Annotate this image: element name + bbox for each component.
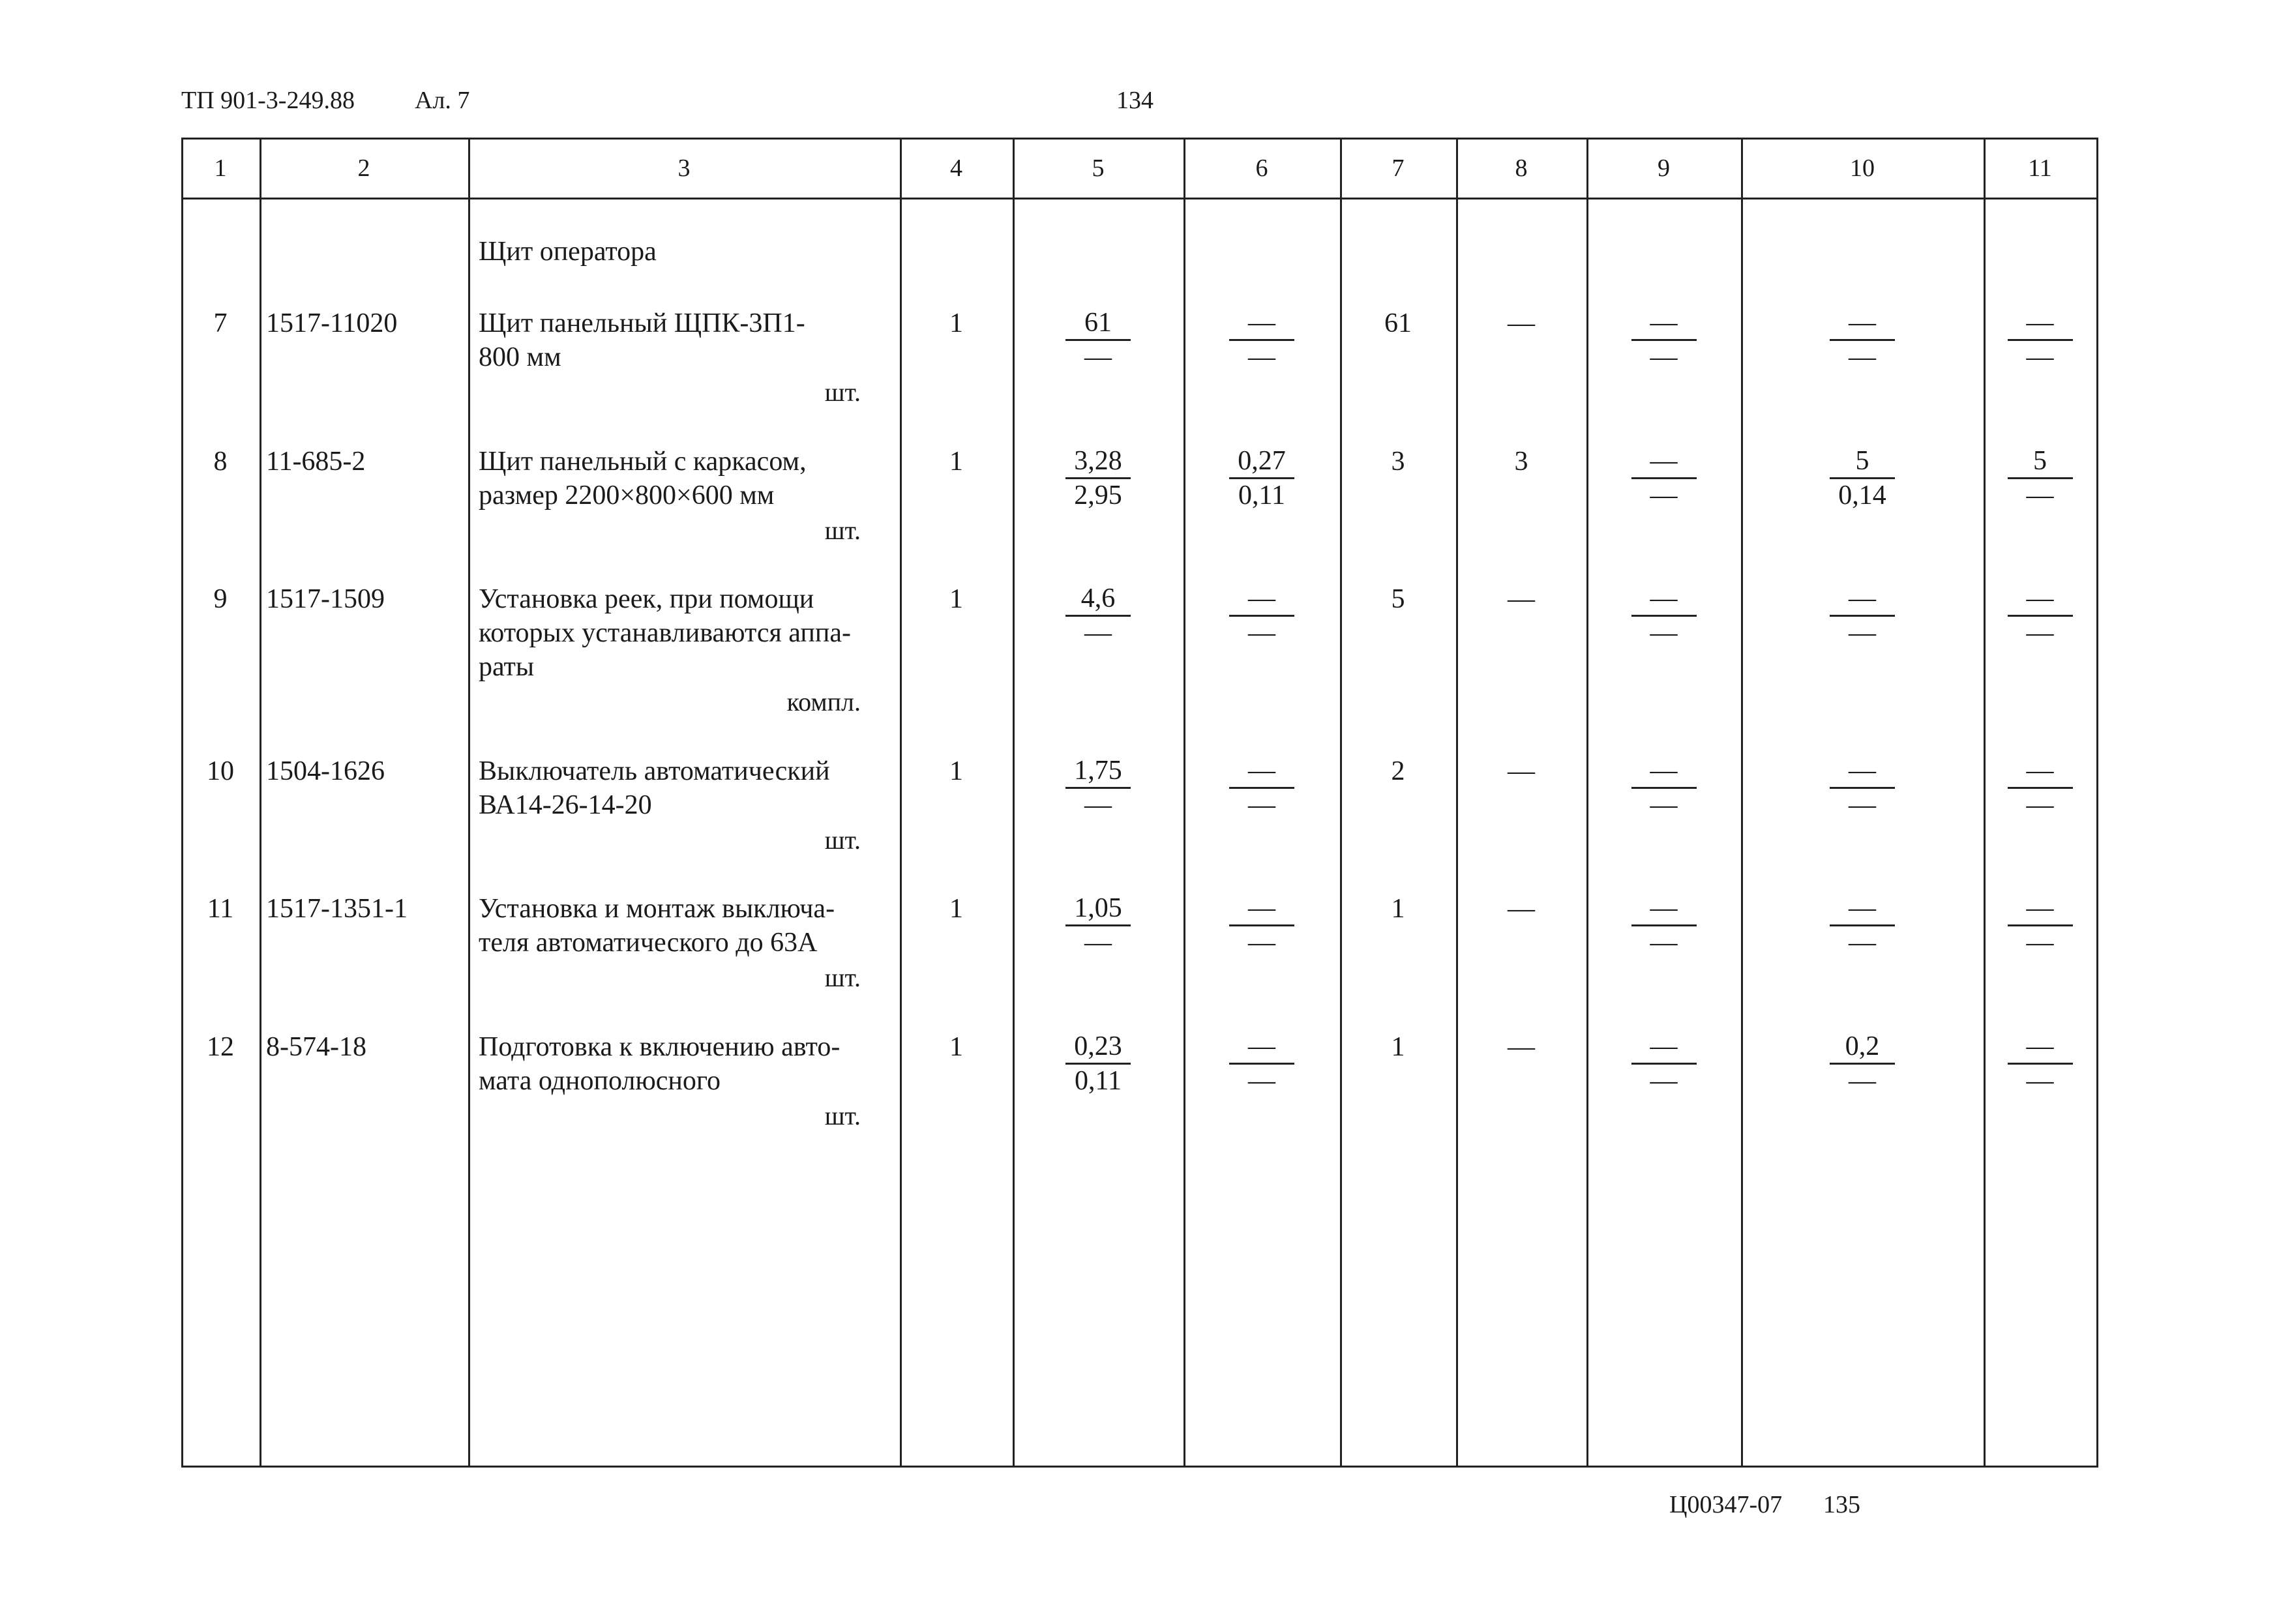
value-col11-denominator: — bbox=[2026, 480, 2054, 510]
value-col10-denominator: — bbox=[1849, 928, 1876, 958]
value-col9-numerator: — bbox=[1631, 582, 1697, 617]
value-col10 bbox=[1830, 754, 1895, 821]
value-col5-numerator: 0,23 bbox=[1065, 1030, 1131, 1065]
column-number: 3 bbox=[677, 155, 691, 182]
value-col10 bbox=[1830, 1030, 1895, 1097]
item-unit: шт. bbox=[824, 516, 861, 545]
value-col6-numerator: — bbox=[1229, 1030, 1294, 1065]
quantity: 1 bbox=[949, 308, 963, 338]
value-col6 bbox=[1229, 754, 1294, 821]
page-number: 134 bbox=[1116, 87, 1153, 114]
col-divider bbox=[260, 138, 261, 1468]
column-number: 4 bbox=[950, 155, 962, 182]
value-col8: — bbox=[1508, 1032, 1535, 1062]
value-col11-denominator: — bbox=[2026, 1066, 2054, 1096]
column-number: 5 bbox=[1092, 155, 1105, 182]
row-number: 10 bbox=[207, 756, 234, 786]
row-number: 8 bbox=[213, 447, 228, 477]
column-number: 9 bbox=[1658, 155, 1670, 182]
value-col9 bbox=[1631, 306, 1697, 374]
value-col11-denominator: — bbox=[2026, 342, 2054, 372]
value-col11-numerator: — bbox=[2008, 754, 2073, 789]
value-col5 bbox=[1065, 1030, 1131, 1097]
value-col9-numerator: — bbox=[1631, 754, 1697, 789]
value-col5 bbox=[1065, 892, 1131, 959]
value-col6-denominator: — bbox=[1248, 342, 1275, 372]
value-col6-numerator: — bbox=[1229, 582, 1294, 617]
value-col6-denominator: — bbox=[1248, 790, 1275, 820]
value-col6-denominator: — bbox=[1248, 928, 1275, 958]
value-col10-numerator: — bbox=[1830, 582, 1895, 617]
col-divider bbox=[1984, 138, 1986, 1468]
value-col11 bbox=[2008, 892, 2073, 959]
item-unit: шт. bbox=[824, 963, 861, 992]
column-number: 1 bbox=[214, 155, 227, 182]
value-col7: 3 bbox=[1391, 447, 1405, 477]
item-code: 8-574-18 bbox=[266, 1032, 366, 1062]
value-col11-denominator: — bbox=[2026, 790, 2054, 820]
value-col10-denominator: — bbox=[1849, 790, 1876, 820]
value-col11-numerator: — bbox=[2008, 306, 2073, 341]
footer-page-number: 135 bbox=[1823, 1491, 1860, 1518]
row-number: 11 bbox=[207, 894, 234, 924]
value-col9-denominator: — bbox=[1650, 1066, 1678, 1096]
item-code: 1517-11020 bbox=[266, 308, 398, 338]
value-col8: — bbox=[1508, 584, 1535, 614]
value-col10 bbox=[1830, 582, 1895, 649]
value-col7: 61 bbox=[1384, 308, 1412, 338]
value-col10 bbox=[1830, 892, 1895, 959]
value-col6-numerator: — bbox=[1229, 306, 1294, 341]
value-col11-denominator: — bbox=[2026, 928, 2054, 958]
item-description: Установка реек, при помощи которых устанавливаются аппа- раты bbox=[479, 584, 851, 682]
value-col11 bbox=[2008, 445, 2073, 512]
column-number: 10 bbox=[1850, 155, 1875, 182]
value-col11-numerator: — bbox=[2008, 582, 2073, 617]
value-col8: — bbox=[1508, 894, 1535, 924]
value-col5-numerator: 1,75 bbox=[1065, 754, 1131, 789]
value-col8: — bbox=[1508, 308, 1535, 338]
value-col6-denominator: — bbox=[1248, 618, 1275, 648]
quantity: 1 bbox=[949, 894, 963, 924]
value-col6-denominator: — bbox=[1248, 1066, 1275, 1096]
value-col9-numerator: — bbox=[1631, 892, 1697, 926]
value-col10-numerator: 0,2 bbox=[1830, 1030, 1895, 1065]
value-col7: 1 bbox=[1391, 894, 1405, 924]
col-divider bbox=[1741, 138, 1743, 1468]
item-unit: шт. bbox=[824, 377, 861, 407]
value-col11 bbox=[2008, 582, 2073, 649]
value-col5-denominator: — bbox=[1084, 790, 1112, 820]
quantity: 1 bbox=[949, 447, 963, 477]
item-code: 1517-1509 bbox=[266, 584, 385, 614]
value-col10 bbox=[1830, 306, 1895, 374]
row-number: 9 bbox=[213, 584, 228, 614]
value-col5-denominator: — bbox=[1084, 928, 1112, 958]
value-col11 bbox=[2008, 754, 2073, 821]
value-col9 bbox=[1631, 582, 1697, 649]
value-col10-numerator: — bbox=[1830, 892, 1895, 926]
value-col5-denominator: 0,11 bbox=[1075, 1066, 1122, 1096]
value-col9 bbox=[1631, 754, 1697, 821]
col-divider bbox=[1183, 138, 1185, 1468]
value-col9-denominator: — bbox=[1650, 618, 1678, 648]
value-col9-denominator: — bbox=[1650, 342, 1678, 372]
quantity: 1 bbox=[949, 1032, 963, 1062]
column-number: 11 bbox=[2028, 155, 2052, 182]
row-number: 7 bbox=[213, 308, 228, 338]
column-number: 7 bbox=[1392, 155, 1405, 182]
section-title: Щит оператора bbox=[479, 237, 657, 267]
item-code: 1517-1351-1 bbox=[266, 894, 408, 924]
value-col11-numerator: — bbox=[2008, 1030, 2073, 1065]
value-col9-denominator: — bbox=[1650, 790, 1678, 820]
value-col9-numerator: — bbox=[1631, 445, 1697, 479]
value-col8: — bbox=[1508, 756, 1535, 786]
col-divider bbox=[468, 138, 470, 1468]
value-col10-denominator: 0,14 bbox=[1838, 480, 1886, 510]
value-col11 bbox=[2008, 1030, 2073, 1097]
value-col5-numerator: 3,28 bbox=[1065, 445, 1131, 479]
value-col6-denominator: 0,11 bbox=[1238, 480, 1285, 510]
value-col10-denominator: — bbox=[1849, 618, 1876, 648]
item-description: Щит панельный ЩПК-3П1- 800 мм bbox=[479, 308, 805, 372]
value-col6 bbox=[1229, 1030, 1294, 1097]
value-col10-numerator: — bbox=[1830, 754, 1895, 789]
value-col10-numerator: — bbox=[1830, 306, 1895, 341]
col-divider bbox=[2096, 138, 2098, 1468]
value-col5-numerator: 1,05 bbox=[1065, 892, 1131, 926]
value-col5-numerator: 4,6 bbox=[1065, 582, 1131, 617]
value-col5-denominator: — bbox=[1084, 618, 1112, 648]
quantity: 1 bbox=[949, 756, 963, 786]
column-number: 8 bbox=[1515, 155, 1528, 182]
value-col6-numerator: — bbox=[1229, 892, 1294, 926]
item-description: Щит панельный с каркасом, размер 2200×800×600 мм bbox=[479, 447, 807, 510]
item-description: Установка и монтаж выключа- теля автоматического до 63А bbox=[479, 894, 835, 958]
value-col7: 5 bbox=[1391, 584, 1405, 614]
value-col9 bbox=[1631, 445, 1697, 512]
value-col6 bbox=[1229, 892, 1294, 959]
item-unit: компл. bbox=[786, 687, 861, 716]
value-col11-numerator: 5 bbox=[2008, 445, 2073, 479]
item-description: Выключатель автоматический ВА14-26-14-20 bbox=[479, 756, 830, 820]
value-col5-denominator: — bbox=[1084, 342, 1112, 372]
item-description: Подготовка к включению авто- мата однополюсного bbox=[479, 1032, 841, 1096]
col-divider bbox=[1586, 138, 1588, 1468]
value-col11 bbox=[2008, 306, 2073, 374]
value-col6-numerator: — bbox=[1229, 754, 1294, 789]
value-col9-numerator: — bbox=[1631, 1030, 1697, 1065]
row-number: 12 bbox=[207, 1032, 234, 1062]
value-col8: 3 bbox=[1514, 447, 1528, 477]
value-col6 bbox=[1229, 306, 1294, 374]
value-col9 bbox=[1631, 892, 1697, 959]
value-col6 bbox=[1229, 582, 1294, 649]
value-col9-numerator: — bbox=[1631, 306, 1697, 341]
item-code: 1504-1626 bbox=[266, 756, 385, 786]
item-code: 11-685-2 bbox=[266, 447, 366, 477]
column-number: 6 bbox=[1255, 155, 1268, 182]
value-col10 bbox=[1830, 445, 1895, 512]
value-col9-denominator: — bbox=[1650, 928, 1678, 958]
col-divider bbox=[1013, 138, 1015, 1468]
value-col10-denominator: — bbox=[1849, 1066, 1876, 1096]
value-col5 bbox=[1065, 445, 1131, 512]
inventory-code: Ц00347-07 bbox=[1669, 1491, 1783, 1518]
value-col10-denominator: — bbox=[1849, 342, 1876, 372]
value-col6 bbox=[1229, 445, 1294, 512]
item-unit: шт. bbox=[824, 1101, 861, 1130]
column-number: 2 bbox=[357, 155, 370, 182]
value-col5-numerator: 61 bbox=[1065, 306, 1131, 341]
value-col7: 1 bbox=[1391, 1032, 1405, 1062]
value-col9 bbox=[1631, 1030, 1697, 1097]
item-unit: шт. bbox=[824, 825, 861, 855]
value-col5 bbox=[1065, 306, 1131, 374]
value-col5 bbox=[1065, 582, 1131, 649]
quantity: 1 bbox=[949, 584, 963, 614]
value-col10-numerator: 5 bbox=[1830, 445, 1895, 479]
value-col6-numerator: 0,27 bbox=[1229, 445, 1294, 479]
value-col7: 2 bbox=[1391, 756, 1405, 786]
document-code: ТП 901-3-249.88 bbox=[181, 87, 355, 114]
value-col5-denominator: 2,95 bbox=[1074, 480, 1122, 510]
value-col11-denominator: — bbox=[2026, 618, 2054, 648]
album-number: Ал. 7 bbox=[415, 87, 470, 114]
value-col5 bbox=[1065, 754, 1131, 821]
value-col9-denominator: — bbox=[1650, 480, 1678, 510]
value-col11-numerator: — bbox=[2008, 892, 2073, 926]
